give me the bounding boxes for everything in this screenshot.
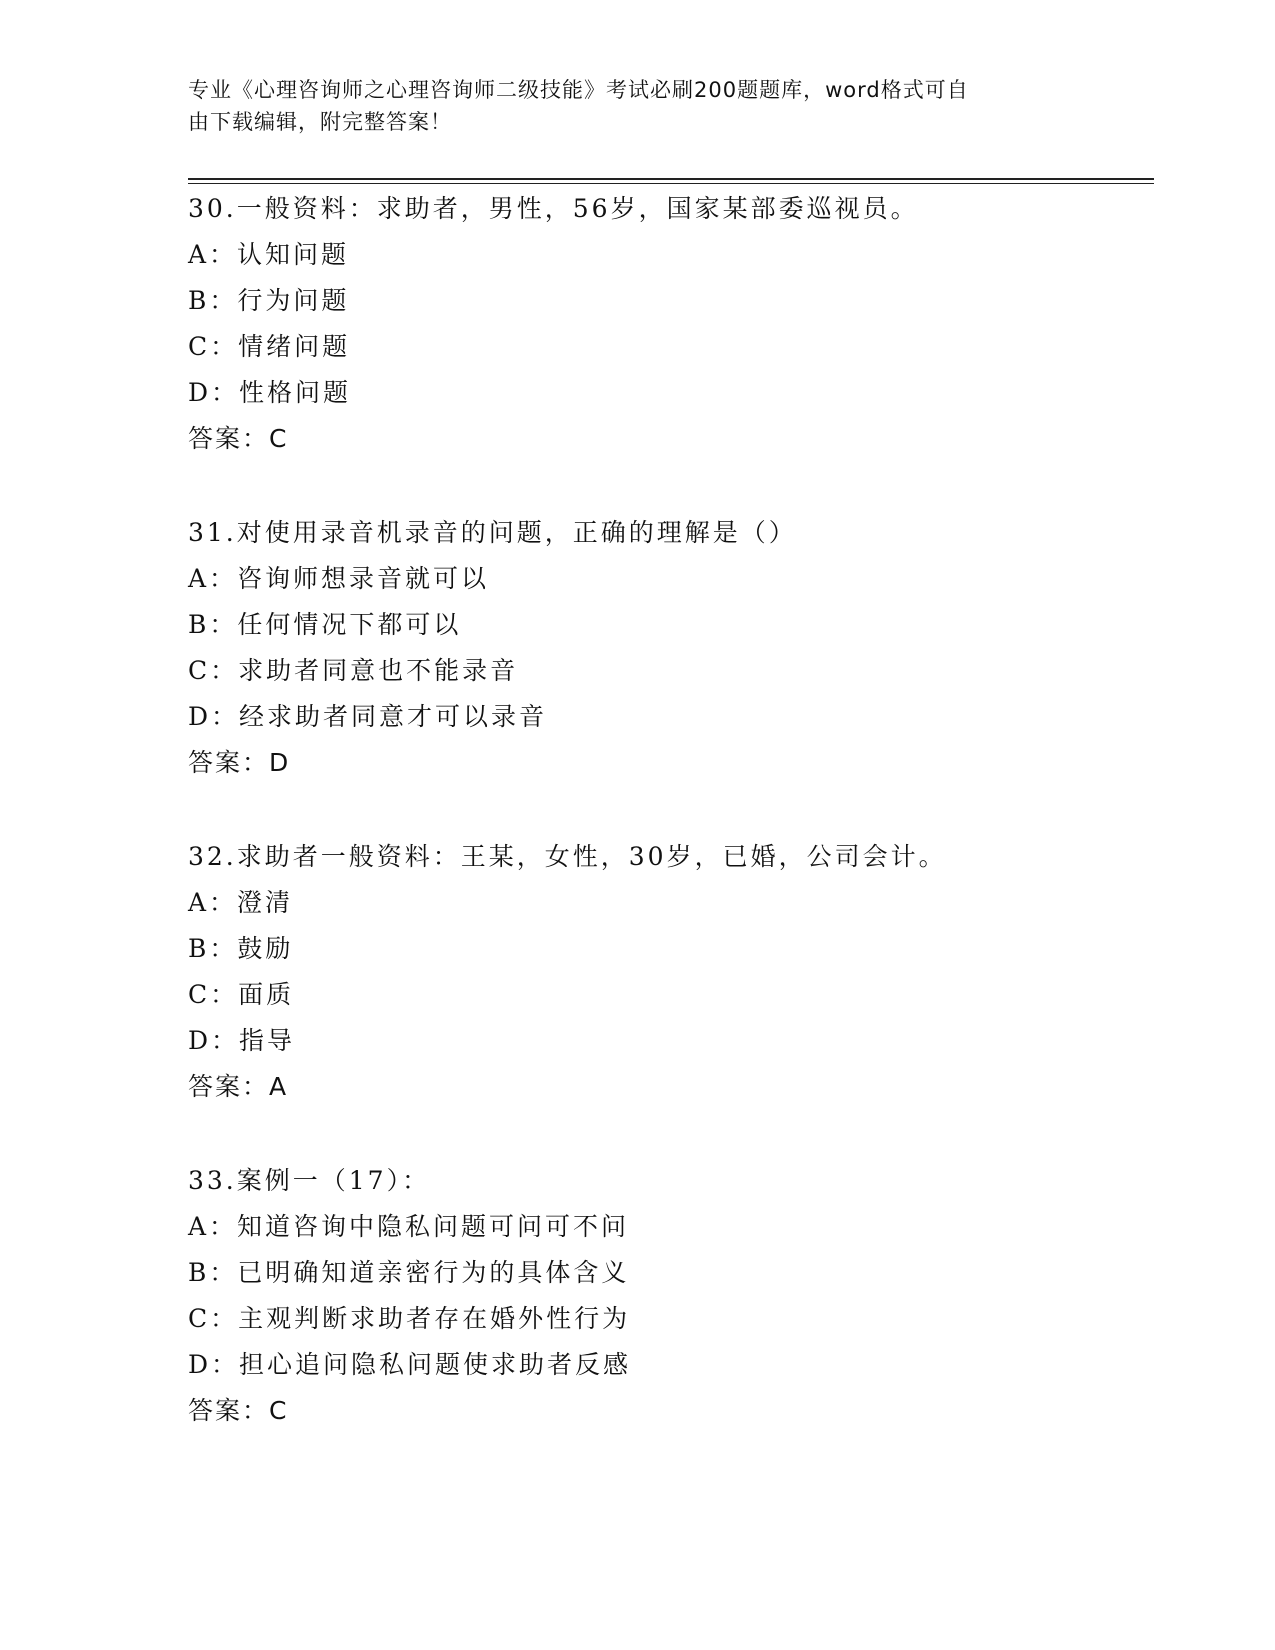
option-d: D：担心追问隐私问题使求助者反感	[188, 1350, 632, 1379]
header-divider-thick	[188, 178, 1154, 180]
option-d: D：经求助者同意才可以录音	[188, 702, 548, 731]
option-b: B：鼓励	[188, 934, 294, 963]
option-c: C：主观判断求助者存在婚外性行为	[188, 1304, 631, 1333]
question-stem: 30.一般资料：求助者，男性，56岁，国家某部委巡视员。	[188, 194, 919, 223]
option-b: B：已明确知道亲密行为的具体含义	[188, 1258, 630, 1287]
intro-line-1: 专业《心理咨询师之心理咨询师二级技能》考试必刷200题题库，word格式可自	[188, 78, 969, 102]
option-c: C：面质	[188, 980, 295, 1009]
option-b: B：任何情况下都可以	[188, 610, 462, 639]
question-33	[188, 1158, 1148, 1434]
answer: 答案：A	[188, 1072, 289, 1101]
option-c: C：情绪问题	[188, 332, 351, 361]
option-c: C：求助者同意也不能录音	[188, 656, 519, 685]
option-a: A：认知问题	[188, 240, 350, 269]
answer: 答案：D	[188, 748, 291, 777]
question-stem: 32.求助者一般资料：王某，女性，30岁，已婚，公司会计。	[188, 842, 947, 871]
answer: 答案：C	[188, 424, 289, 453]
header-divider-thin	[188, 183, 1154, 184]
option-d: D：指导	[188, 1026, 296, 1055]
question-31	[188, 510, 1148, 786]
intro-line-2: 由下载编辑，附完整答案！	[188, 110, 452, 134]
option-b: B：行为问题	[188, 286, 350, 315]
question-stem: 31.对使用录音机录音的问题，正确的理解是（）	[188, 518, 797, 547]
option-a: A：澄清	[188, 888, 294, 917]
document-intro	[188, 74, 1088, 138]
answer: 答案：C	[188, 1396, 289, 1425]
option-a: A：咨询师想录音就可以	[188, 564, 490, 593]
question-32	[188, 834, 1148, 1110]
option-a: A：知道咨询中隐私问题可问可不问	[188, 1212, 630, 1241]
question-stem: 33.案例一（17）：	[188, 1166, 431, 1195]
option-d: D：性格问题	[188, 378, 352, 407]
question-30	[188, 186, 1148, 462]
